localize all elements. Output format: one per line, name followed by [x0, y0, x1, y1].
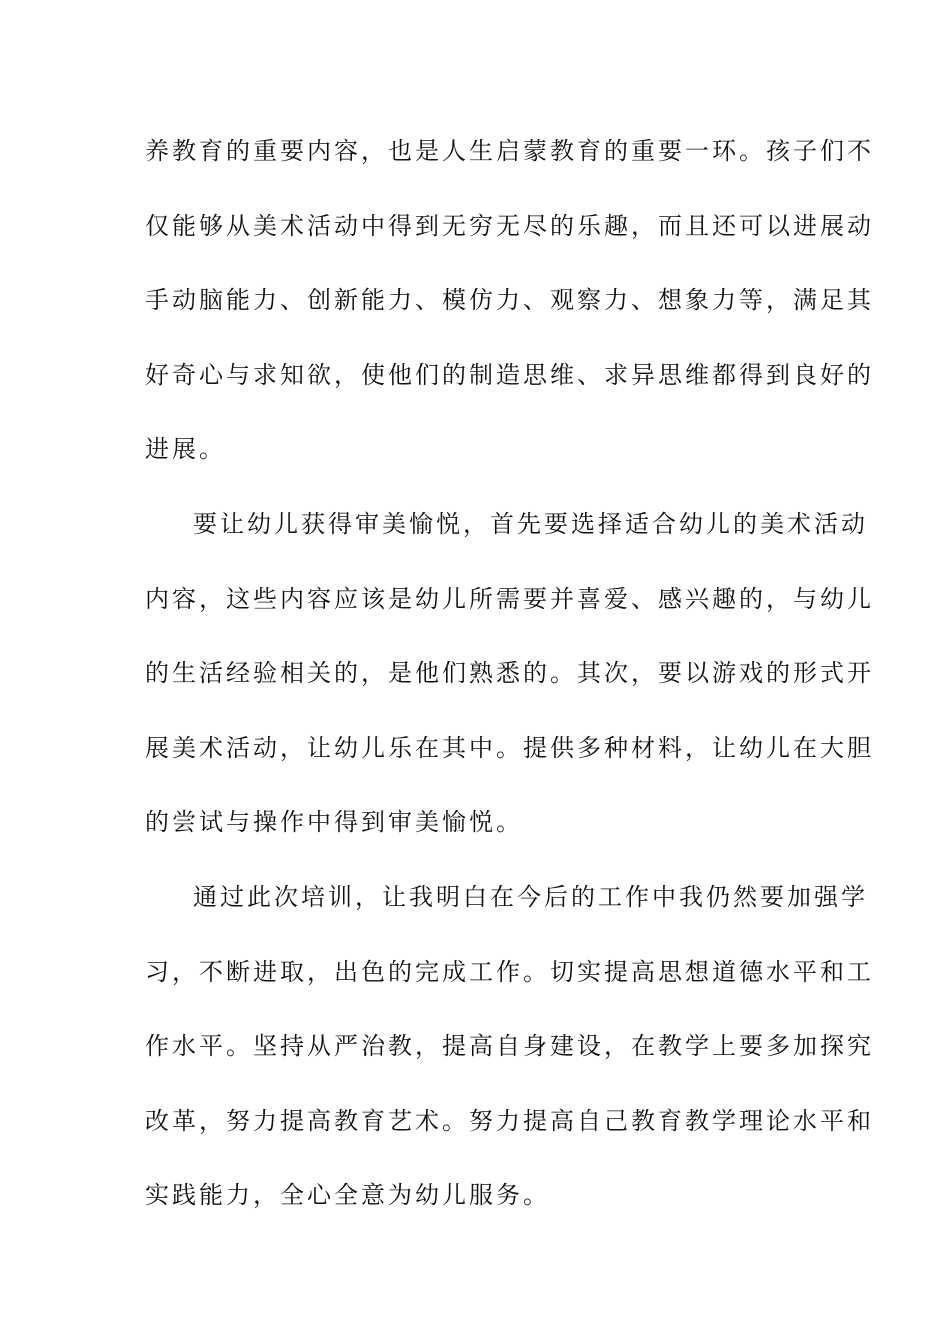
paragraph-line: 习，不断进取，出色的完成工作。切实提高思想道德水平和工: [145, 957, 874, 986]
paragraph-line: 进展。: [145, 435, 226, 464]
paragraph-line: 改革，努力提高教育艺术。努力提高自己教育教学理论水平和: [145, 1106, 874, 1135]
paragraph-3: [145, 860, 874, 1233]
paragraph-line: 养教育的重要内容，也是人生启蒙教育的重要一环。孩子们不: [145, 137, 874, 165]
paragraph-line: 通过此次培训，让我明白在今后的工作中我仍然要加强学: [193, 882, 868, 911]
paragraph-line: 要让幼儿获得审美愉悦，首先要选择适合幼儿的美术活动: [193, 509, 868, 538]
paragraph-1: [145, 114, 874, 487]
paragraph-2: [145, 487, 874, 860]
paragraph-line: 手动脑能力、创新能力、模仿力、观察力、想象力等，满足其: [145, 286, 874, 315]
paragraph-line: 实践能力，全心全意为幼儿服务。: [145, 1181, 550, 1210]
paragraph-line: 作水平。坚持从严治教，提高自身建设，在教学上要多加探究: [145, 1032, 874, 1061]
paragraph-line: 的尝试与操作中得到审美愉悦。: [145, 808, 523, 837]
paragraph-line: 展美术活动，让幼儿乐在其中。提供多种材料，让幼儿在大胆: [145, 733, 874, 762]
paragraph-line: 好奇心与求知欲，使他们的制造思维、求异思维都得到良好的: [145, 360, 874, 389]
paragraph-line: 的生活经验相关的，是他们熟悉的。其次，要以游戏的形式开: [145, 659, 874, 688]
paragraph-line: 仅能够从美术活动中得到无穷无尽的乐趣，而且还可以进展动: [145, 211, 874, 240]
paragraph-line: 内容，这些内容应该是幼儿所需要并喜爱、感兴趣的，与幼儿: [145, 584, 874, 613]
body-text: [145, 114, 874, 1233]
